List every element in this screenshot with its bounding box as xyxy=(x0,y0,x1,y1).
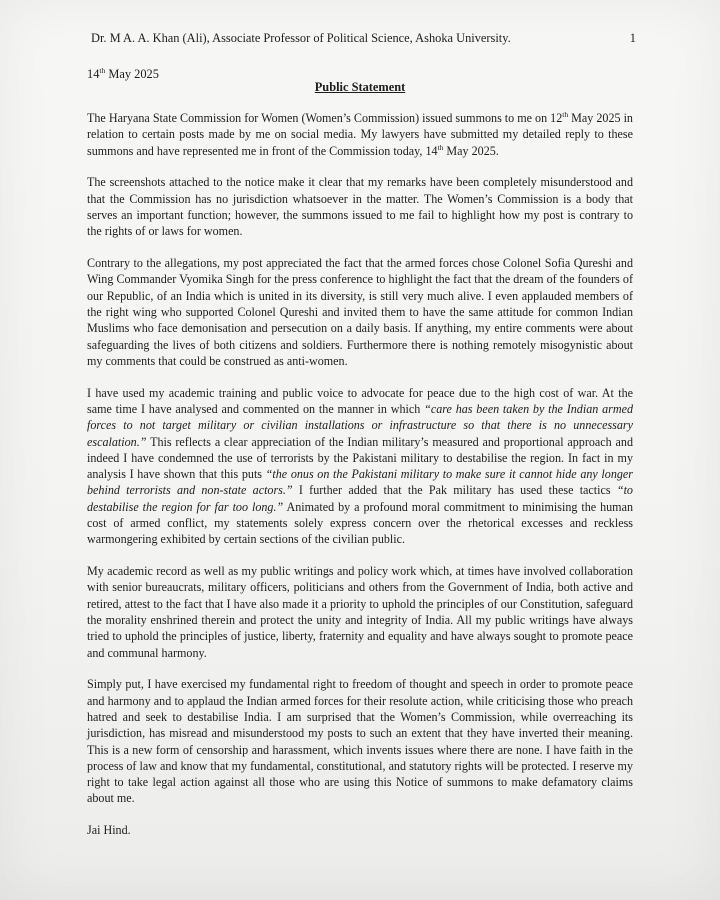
paragraph-4 xyxy=(87,385,633,548)
p4-quote-2: “the onus on the Pakistani military to make sure it cannot hide any longer behind terrorists and non-state actors.” xyxy=(87,467,633,498)
date-rest: May 2025 xyxy=(105,67,159,82)
author-line: Dr. M A. A. Khan (Ali), Associate Professor of Political Science, Ashoka University. xyxy=(91,31,511,45)
p1-text-a: The Haryana State Commission for Women (Women’s Commission) issued summons to me on 12 xyxy=(87,111,563,125)
document-body xyxy=(87,110,633,854)
paragraph-2: The screenshots attached to the notice make it clear that my remarks have been completely misunderstood and that the Commission has no jurisdiction whatsoever in the matter. The Women’s Commission is a body that serves an important function; however, the summons issued to me fail to highlight how my post is contrary to the rights of or laws for women. xyxy=(87,175,633,239)
p1-text-b: May 2025 in relation to certain posts made by me on social media. My lawyers have submitted my detailed reply to these summons and have represented me in front of the Commission today, 14 xyxy=(87,111,633,158)
p4-quote-3: “to destabilise the region for far too long.” xyxy=(87,483,633,514)
date-suffix: th xyxy=(99,66,106,75)
paragraph-1 xyxy=(87,110,633,159)
page-header xyxy=(91,31,636,46)
p4-text-a: I have used my academic training and public voice to advocate for peace due to the high cost of war. At the same time I have analysed and commented on the manner in which xyxy=(87,385,633,416)
paragraph-6: Simply put, I have exercised my fundamental right to freedom of thought and speech in order to promote peace and harmony and to applaud the Indian armed forces for their resolute action, while criticising those who preach hatred and seek to destabilise India. I am surprised that the Women’s Commission, while overreaching its jurisdiction, has misread and misunderstood my posts to such an extent that they have inverted their meaning. This is a new form of censorship and harassment, which invents issues where there are none. I have faith in the process of law and know that my fundamental, constitutional, and statutory rights will be protected. I reserve my right to take legal action against all those who are using this Notice of summons to make defamatory claims about me. xyxy=(87,677,633,806)
p4-text-c: I further added that the Pak military has used these tactics xyxy=(292,483,617,498)
p1-text-c: May 2025. xyxy=(443,143,499,158)
p1-sup-2: th xyxy=(437,142,444,152)
document-title: Public Statement xyxy=(314,80,406,94)
paragraph-5: My academic record as well as my public writings and policy work which, at times have involved collaboration with senior bureaucrats, military officers, politicians and others from the Government of India, both active and retired, attest to the fact that I have also made it a priority to uphold the principles of our Constitution, safeguard the morality enshrined therein and protect the unity and integrity of India. All my public writings have always tried to uphold the principles of justice, liberty, fraternity and equality and have always sought to promote peace and communal harmony. xyxy=(87,564,633,660)
p4-text-b: This reflects a clear appreciation of the Indian military’s measured and proportional approach and indeed I have condemned the use of terrorists by the Pakistani military to destabilise the region. In fact in my analysis I have shown that this puts xyxy=(87,434,633,482)
paragraph-3: Contrary to the allegations, my post appreciated the fact that the armed forces chose Colonel Sofia Qureshi and Wing Commander Vyomika Singh for the press conference to highlight the fact that the dream of the founders of our Republic, of an India which is united in its diversity, is still very much alive. I even applauded members of the right wing who supported Colonel Qureshi and invited them to have the same attitude for common Indian Muslims who face demonisation and persecution on a daily basis. If anything, my entire comments were about safeguarding the lives of both citizens and soldiers. Furthermore there is nothing remotely misogynistic about my comments that could be construed as anti-women. xyxy=(87,256,633,368)
date-day: 14 xyxy=(87,67,100,82)
p4-text-d: Animated by a profound moral commitment to minimising the human cost of armed conflict, my statements solely express concern over the rhetorical excesses and reckless warmongering exhibited by certain sections of the civilian public. xyxy=(87,499,633,547)
p1-sup-1: th xyxy=(562,109,569,119)
closing-line: Jai Hind. xyxy=(87,823,131,838)
page-number: 1 xyxy=(629,31,636,45)
p4-quote-1: “care has been taken by the Indian armed forces to not target military or civilian installations or infrastructure so that there is no unnecessary escalation.” xyxy=(87,401,633,449)
